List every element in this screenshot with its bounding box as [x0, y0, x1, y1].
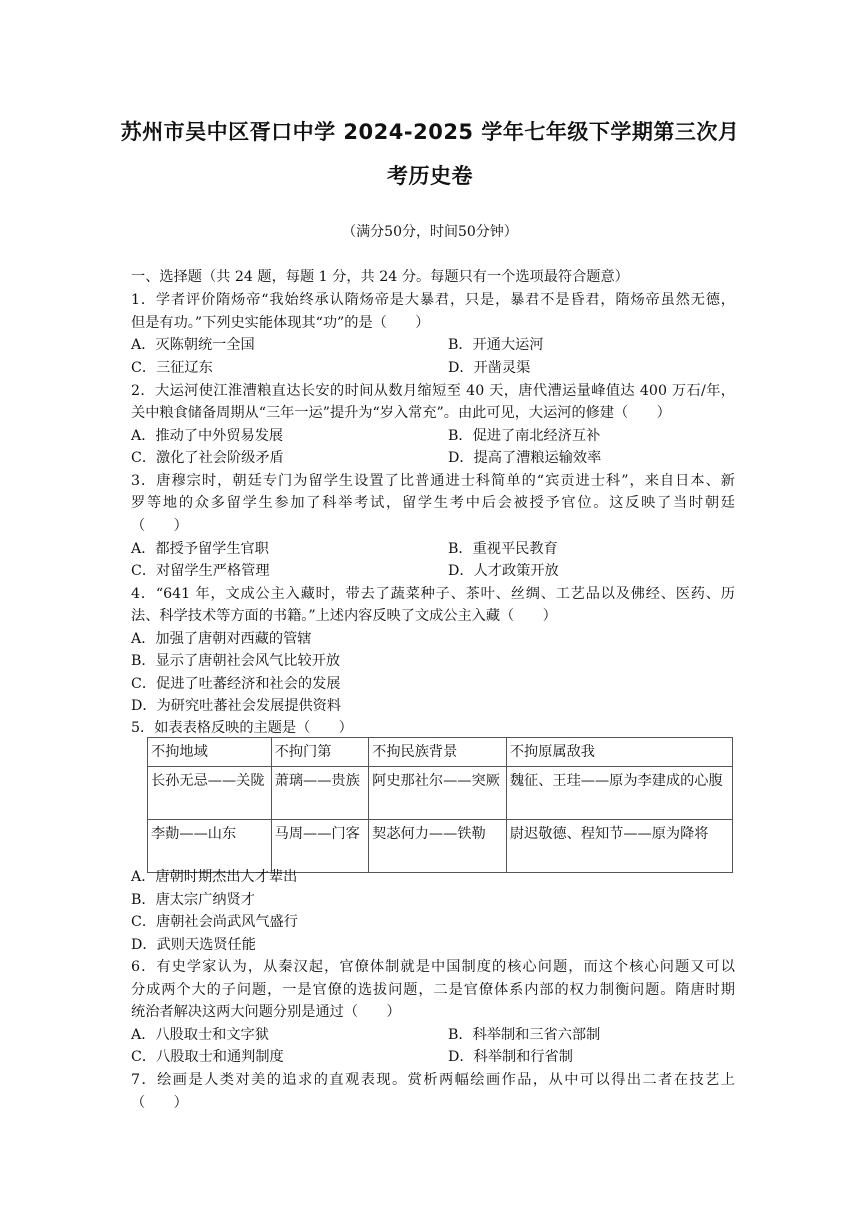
q4-line2: 法、科学技术等方面的书籍。”上述内容反映了文成公主入藏（ ） — [131, 608, 557, 624]
table-cell: 尉迟敬德、程知节——原为降将 — [506, 820, 732, 873]
q2-option-b[interactable]: B．促进了南北经济互补 — [448, 428, 601, 444]
exam-title-line2: 考历史卷 — [387, 164, 473, 188]
q5-line1: 5．如表表格反映的主题是（ ） — [131, 720, 353, 736]
q7-line2: （ ） — [131, 1095, 188, 1111]
table-header-cell: 不拘民族背景 — [369, 738, 507, 767]
table-cell: 长孙无忌——关陇 — [148, 767, 272, 820]
q4-option-c[interactable]: C．促进了吐蕃经济和社会的发展 — [131, 676, 341, 692]
q2-line2: 关中粮食储备周期从“三年一运”提升为“岁入常充”。由此可见，大运河的修建（ ） — [131, 405, 671, 421]
q2-option-a[interactable]: A．推动了中外贸易发展 — [131, 428, 284, 444]
q1-option-c[interactable]: C．三征辽东 — [131, 360, 213, 376]
table-cell: 阿史那社尔——突厥 — [369, 767, 507, 820]
q6-line1: 6．有史学家认为，从秦汉起，官僚体制就是中国制度的核心问题，而这个核心问题又可以 — [131, 959, 735, 975]
q6-option-c[interactable]: C．八股取士和通判制度 — [131, 1049, 284, 1065]
table-header-cell: 不拘原属敌我 — [506, 738, 732, 767]
table-header-cell: 不拘门第 — [271, 738, 369, 767]
q7-line1: 7．绘画是人类对美的追求的直观表现。赏析两幅绘画作品，从中可以得出二者在技艺上 — [131, 1072, 735, 1088]
exam-title-line1: 苏州市吴中区胥口中学 2024-2025 学年七年级下学期第三次月 — [120, 120, 740, 144]
q3-line3: （ ） — [131, 518, 188, 534]
q3-line1: 3．唐穆宗时，朝廷专门为留学生设置了比普通进士科简单的“宾贡进士科”，来自日本、新 — [131, 473, 735, 489]
q5-table — [147, 737, 733, 873]
q6-option-a[interactable]: A．八股取士和文字狱 — [131, 1027, 269, 1043]
q6-option-d[interactable]: D．科举制和行省制 — [448, 1049, 573, 1065]
exam-subtitle: （满分50分，时间50分钟） — [342, 224, 518, 240]
q5-option-c[interactable]: C．唐朝社会尚武风气盛行 — [131, 914, 298, 930]
table-cell: 萧璃——贵族 — [271, 767, 369, 820]
q2-option-c[interactable]: C．激化了社会阶级矛盾 — [131, 450, 284, 466]
q6-line2: 分成两个大的子问题，一是官僚的选拔问题，二是官僚体系内部的权力制衡问题。隋唐时期 — [131, 982, 735, 998]
table-cell: 马周——门客 — [271, 820, 369, 873]
table-cell: 契苾何力——铁勒 — [369, 820, 507, 873]
table-row — [148, 767, 733, 820]
q3-option-b[interactable]: B．重视平民教育 — [448, 541, 558, 557]
table-cell: 魏征、王珪——原为李建成的心腹 — [506, 767, 732, 820]
table-cell: 李勣——山东 — [148, 820, 272, 873]
q3-option-a[interactable]: A．都授予留学生官职 — [131, 541, 269, 557]
q5-option-a[interactable]: A．唐朝时期杰出人才辈出 — [131, 869, 298, 885]
q4-option-b[interactable]: B．显示了唐朝社会风气比较开放 — [131, 653, 341, 669]
q1-option-d[interactable]: D．开凿灵渠 — [448, 360, 531, 376]
q2-option-d[interactable]: D．提高了漕粮运输效率 — [448, 450, 602, 466]
q4-option-a[interactable]: A．加强了唐朝对西藏的管辖 — [131, 631, 312, 647]
q3-line2: 罗等地的众多留学生参加了科举考试，留学生考中后会被授予官位。这反映了当时朝廷 — [131, 495, 735, 511]
q1-line1: 1．学者评价隋炀帝“我始终承认隋炀帝是大暴君，只是，暴君不是昏君，隋炀帝虽然无德， — [131, 292, 735, 308]
q1-line2: 但是有功。”下列史实能体现其“功”的是（ ） — [131, 315, 430, 331]
section-heading: 一、选择题（共 24 题，每题 1 分，共 24 分。每题只有一个选项最符合题意） — [131, 269, 629, 285]
q3-option-c[interactable]: C．对留学生严格管理 — [131, 563, 270, 579]
q2-line1: 2．大运河使江淮漕粮直达长安的时间从数月缩短至 40 天，唐代漕运量峰值达 400 万石/年， — [131, 383, 735, 399]
table-header-row — [148, 738, 733, 767]
q1-option-b[interactable]: B．开通大运河 — [448, 337, 544, 353]
table-row — [148, 820, 733, 873]
q6-line3: 统治者解决这两大问题分别是通过（ ） — [131, 1004, 401, 1020]
q6-option-b[interactable]: B．科举制和三省六部制 — [448, 1027, 601, 1043]
q4-option-d[interactable]: D．为研究吐蕃社会发展提供资料 — [131, 698, 342, 714]
q5-option-d[interactable]: D．武则天选贤任能 — [131, 937, 256, 953]
q3-option-d[interactable]: D．人才政策开放 — [448, 563, 559, 579]
q5-option-b[interactable]: B．唐太宗广纳贤才 — [131, 892, 255, 908]
q4-line1: 4．“641 年，文成公主入藏时，带去了蔬菜种子、茶叶、丝绸、工艺品以及佛经、医药、历 — [131, 586, 735, 602]
table-header-cell: 不拘地域 — [148, 738, 272, 767]
q1-option-a[interactable]: A．灭陈朝统一全国 — [131, 337, 255, 353]
